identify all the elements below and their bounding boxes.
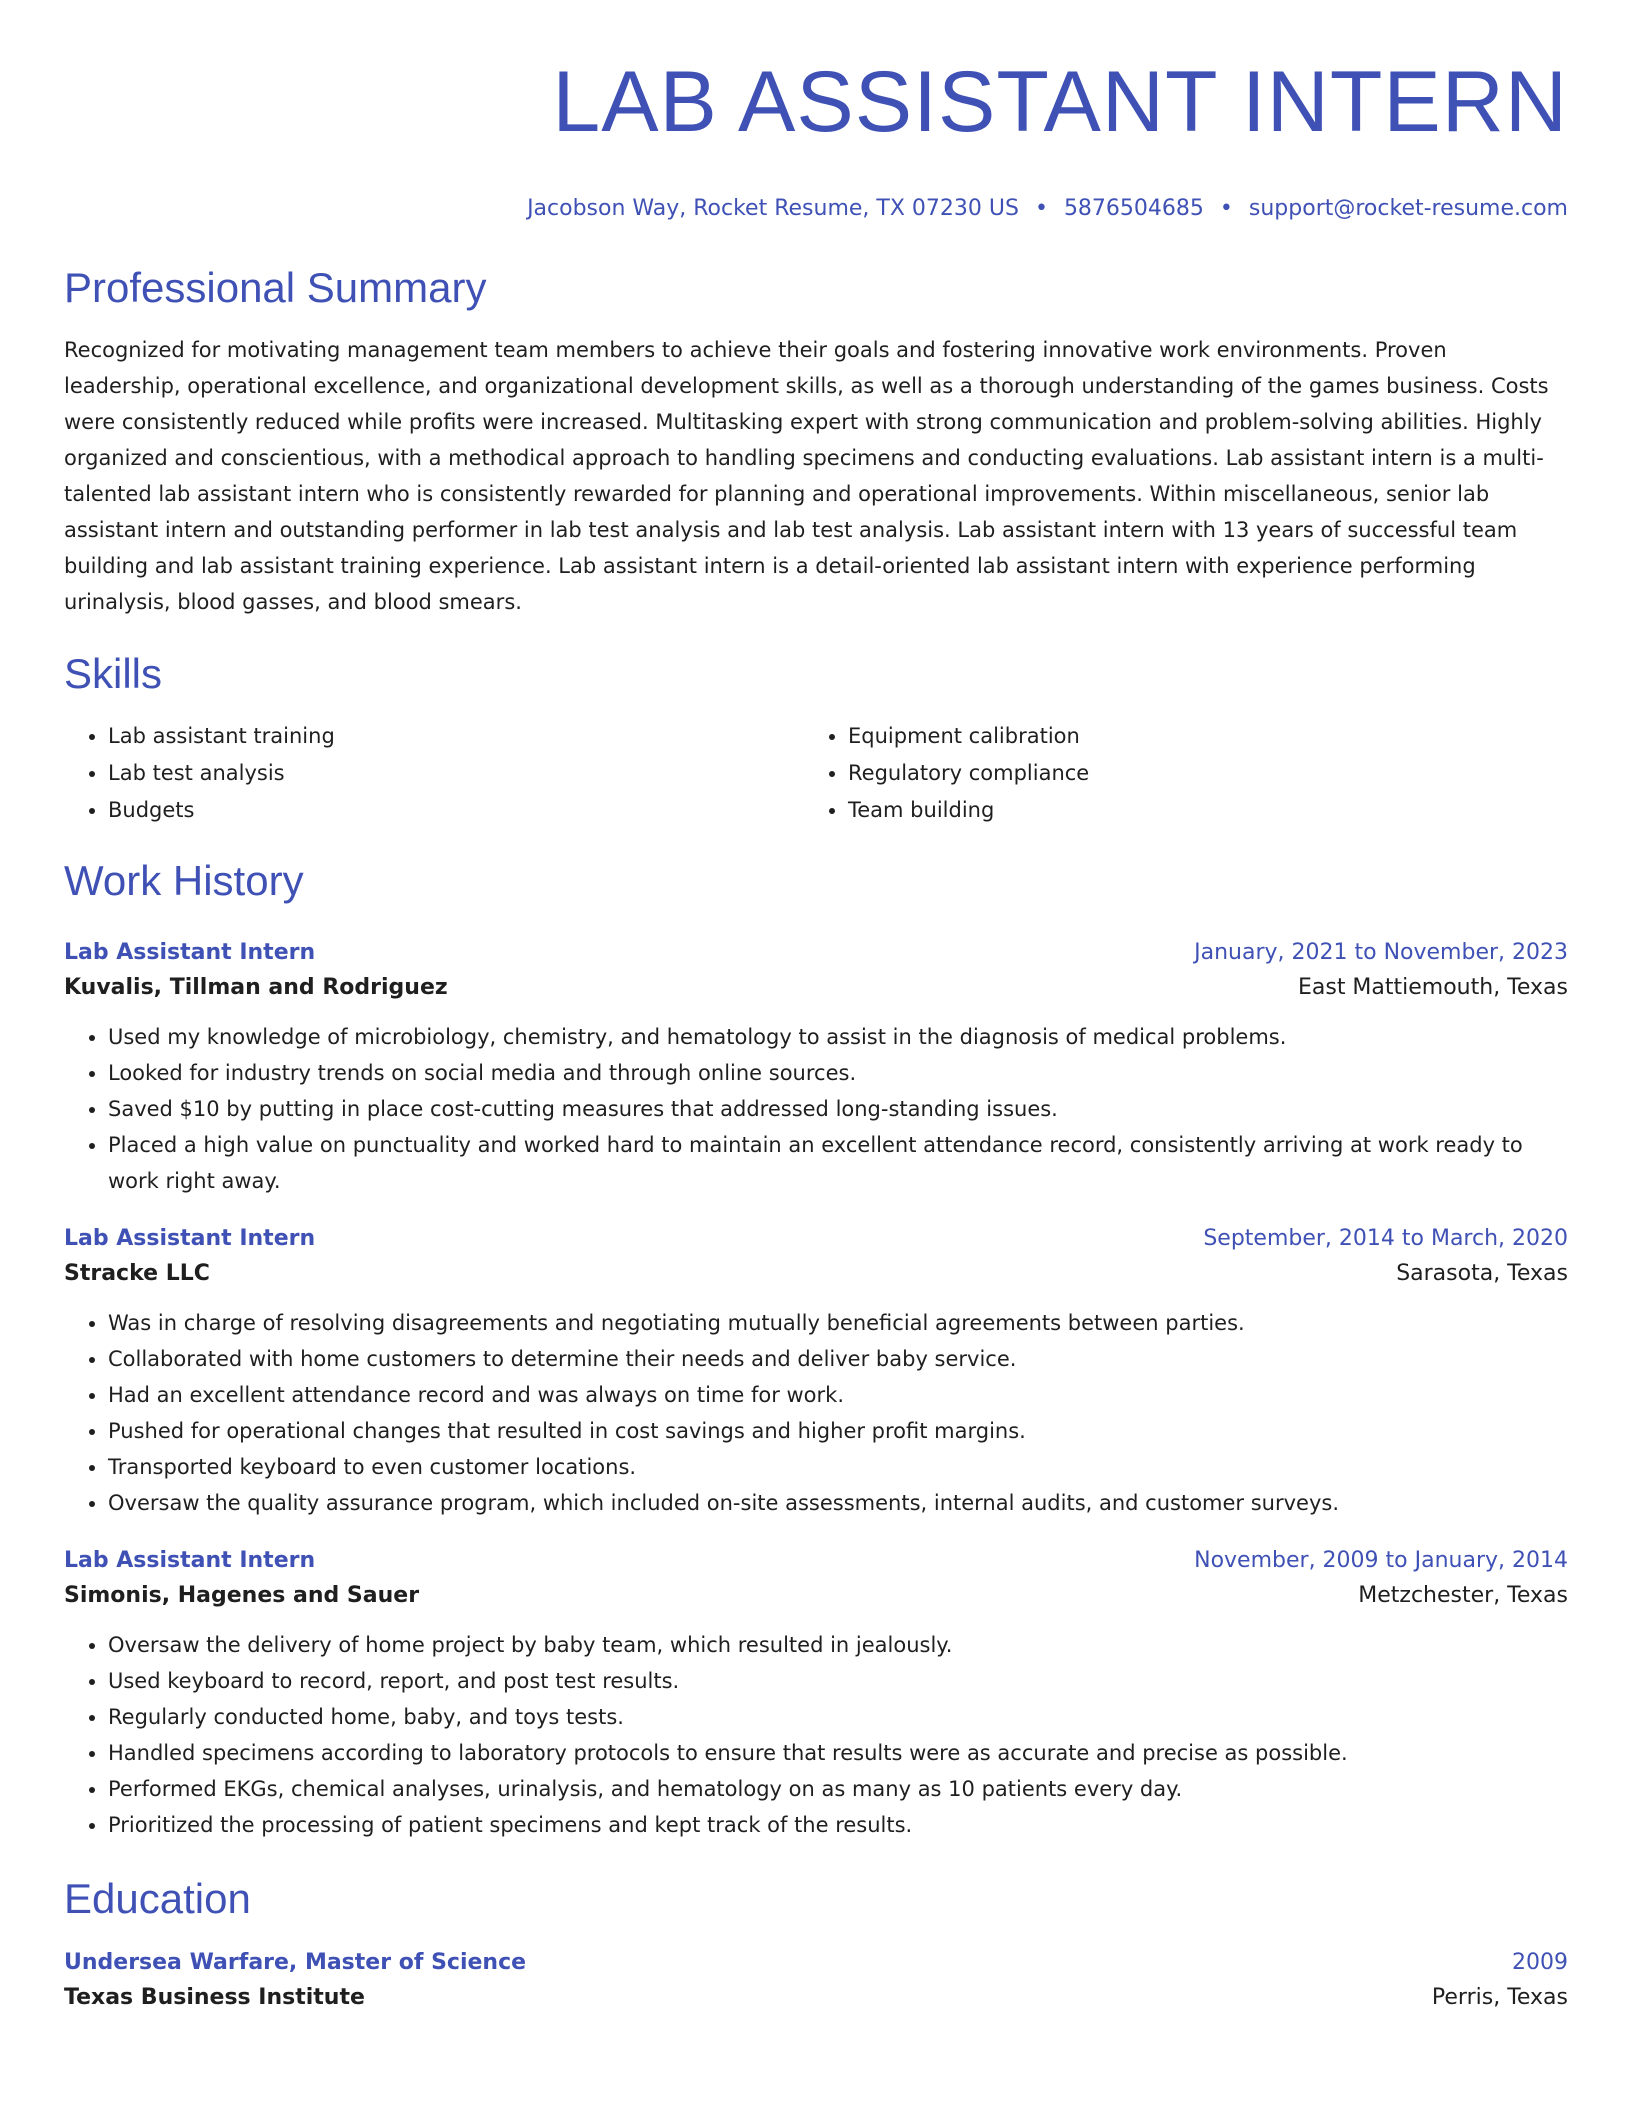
job-bullet: • Regularly conducted home, baby, and toys tests. [108, 1699, 1568, 1735]
resume-page [64, 0, 1568, 2017]
skills-column-left [64, 718, 804, 829]
job-bullet: • Transported keyboard to even customer locations. [108, 1449, 1568, 1485]
job-entry [64, 1545, 1568, 1843]
job-dates: November, 2009 to January, 2014 [1194, 1548, 1568, 1573]
job-entry [64, 937, 1568, 1199]
education-location: Perris, Texas [1431, 1985, 1568, 2010]
education-degree: Undersea Warfare, Master of Science [64, 1950, 527, 1975]
skill-item: • Team building [848, 792, 1544, 829]
job-dates: January, 2021 to November, 2023 [1194, 940, 1568, 965]
skills-heading: Skills [64, 650, 163, 697]
job-company: Simonis, Hagenes and Sauer [64, 1583, 420, 1608]
job-bullet: • Used my knowledge of microbiology, chemistry, and hematology to assist in the diagnosis of medical problems. [108, 1019, 1568, 1055]
job-location: Sarasota, Texas [1396, 1261, 1568, 1286]
job-entry [64, 1223, 1568, 1521]
contact-separator: • [1034, 196, 1048, 221]
skill-item: • Regulatory compliance [848, 755, 1544, 792]
work-history-heading: Work History [64, 857, 304, 904]
summary-heading: Professional Summary [64, 264, 487, 311]
job-bullet: • Pushed for operational changes that resulted in cost savings and higher profit margins. [108, 1413, 1568, 1449]
skill-item: • Lab test analysis [108, 755, 804, 792]
job-bullets [64, 1019, 1568, 1199]
skills-list [64, 718, 1568, 829]
job-bullets [64, 1627, 1568, 1843]
skill-item: • Budgets [108, 792, 804, 829]
job-role: Lab Assistant Intern [64, 940, 316, 965]
skill-item: • Lab assistant training [108, 718, 804, 755]
job-location: Metzchester, Texas [1358, 1583, 1568, 1608]
education-year: 2009 [1512, 1950, 1568, 1975]
job-bullet: • Was in charge of resolving disagreements and negotiating mutually beneficial agreements between parties. [108, 1305, 1568, 1341]
resume-title: LAB ASSISTANT INTERN [552, 54, 1568, 150]
contact-email: support@rocket-resume.com [1248, 196, 1568, 221]
education-entry [64, 1947, 1568, 2017]
skills-column-right [804, 718, 1544, 829]
skill-item: • Equipment calibration [848, 718, 1544, 755]
job-bullet: • Looked for industry trends on social media and through online sources. [108, 1055, 1568, 1091]
contact-address: Jacobson Way, Rocket Resume, TX 07230 US [527, 196, 1019, 221]
job-dates: September, 2014 to March, 2020 [1203, 1226, 1568, 1251]
job-bullet: • Prioritized the processing of patient specimens and kept track of the results. [108, 1807, 1568, 1843]
contact-line [64, 194, 1568, 224]
job-bullet: • Placed a high value on punctuality and worked hard to maintain an excellent attendance record, consistently arriving at work ready to work right away. [108, 1127, 1568, 1199]
job-bullets [64, 1305, 1568, 1521]
summary-text: Recognized for motivating management team members to achieve their goals and fostering innovative work environments. Proven leadership, operational excellence, and organizational development skills, as well as a thorough understanding of the games business. Costs were consistently reduced while profits were increased. Multitasking expert with strong communication and problem-solving abilities. Highly organized and conscientious, with a methodical approach to handling specimens and conducting evaluations. Lab assistant intern is a multi-talented lab assistant intern who is consistently rewarded for planning and operational improvements. Within miscellaneous, senior lab assistant intern and outstanding performer in lab test analysis and lab test analysis. Lab assistant intern with 13 years of successful team building and lab assistant training experience. Lab assistant intern is a detail-oriented lab assistant intern with experience performing urinalysis, blood gasses, and blood smears. [64, 338, 1549, 614]
job-bullet: • Collaborated with home customers to determine their needs and deliver baby service. [108, 1341, 1568, 1377]
job-role: Lab Assistant Intern [64, 1548, 316, 1573]
job-bullet: • Had an excellent attendance record and was always on time for work. [108, 1377, 1568, 1413]
job-bullet: • Oversaw the quality assurance program, which included on-site assessments, internal audits, and customer surveys. [108, 1485, 1568, 1521]
contact-phone: 5876504685 [1063, 196, 1204, 221]
job-bullet: • Performed EKGs, chemical analyses, urinalysis, and hematology on as many as 10 patients every day. [108, 1771, 1568, 1807]
job-bullet: • Used keyboard to record, report, and post test results. [108, 1663, 1568, 1699]
education-heading: Education [64, 1875, 251, 1922]
job-bullet: • Saved $10 by putting in place cost-cutting measures that addressed long-standing issues. [108, 1091, 1568, 1127]
job-role: Lab Assistant Intern [64, 1226, 316, 1251]
work-history-list [64, 937, 1568, 1843]
job-location: East Mattiemouth, Texas [1297, 975, 1568, 1000]
education-school: Texas Business Institute [64, 1985, 365, 2010]
job-bullet: • Oversaw the delivery of home project by baby team, which resulted in jealously. [108, 1627, 1568, 1663]
job-bullet: • Handled specimens according to laboratory protocols to ensure that results were as accurate and precise as possible. [108, 1735, 1568, 1771]
job-company: Kuvalis, Tillman and Rodriguez [64, 975, 448, 1000]
job-company: Stracke LLC [64, 1261, 210, 1286]
contact-separator: • [1219, 196, 1233, 221]
